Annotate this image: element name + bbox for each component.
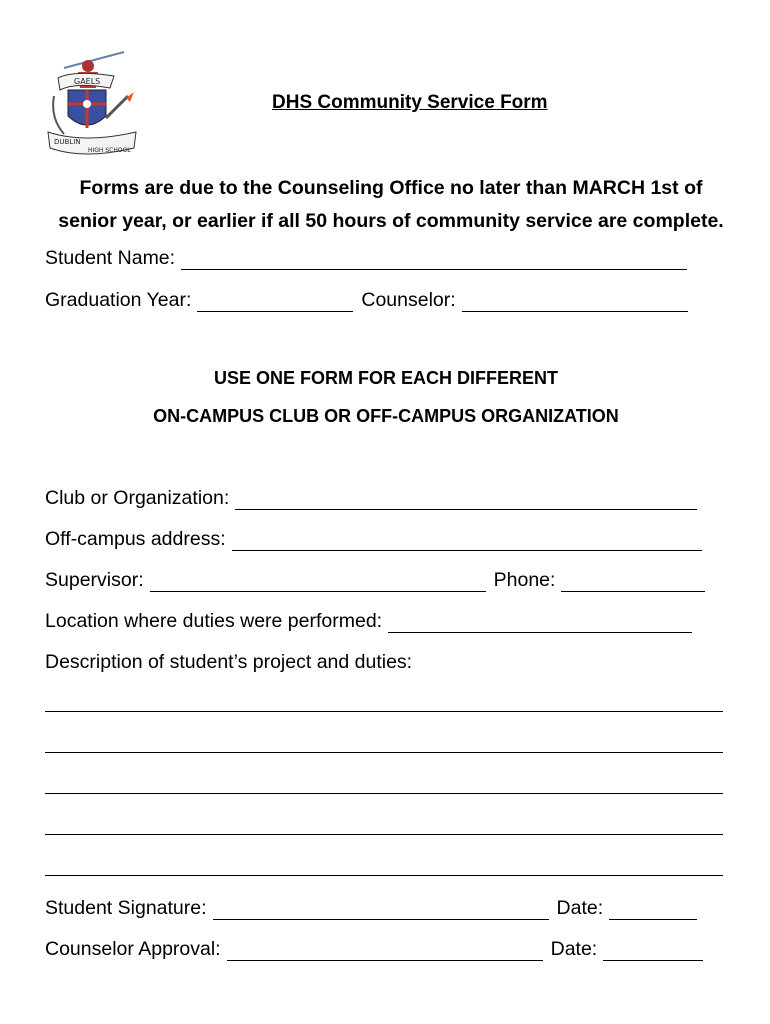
counselor-approval-row	[45, 933, 703, 961]
club-field[interactable]	[235, 487, 697, 510]
student-name-field[interactable]	[181, 247, 687, 270]
club-label: Club or Organization:	[45, 487, 230, 509]
intro-line-1: Forms are due to the Counseling Office no later than MARCH 1st of	[79, 177, 703, 199]
description-label: Description of student’s project and duties:	[45, 651, 413, 673]
instruction-heading-2: ON-CAMPUS CLUB OR OFF-CAMPUS ORGANIZATION	[153, 406, 619, 426]
description-line-5[interactable]	[45, 875, 723, 876]
graduation-year-field[interactable]	[197, 289, 353, 312]
instruction-heading-1: USE ONE FORM FOR EACH DIFFERENT	[213, 368, 558, 388]
address-row	[45, 523, 702, 551]
counselor-field[interactable]	[462, 289, 688, 312]
student-name-label: Student Name:	[45, 247, 176, 269]
student-signature-row	[45, 892, 697, 920]
intro-line-2: senior year, or earlier if all 50 hours of community service are complete.	[58, 210, 724, 232]
counselor-date-field[interactable]	[603, 938, 703, 961]
logo-text-bottom: HIGH SCHOOL	[88, 147, 131, 154]
intro-text	[46, 172, 736, 238]
student-signature-label: Student Signature:	[45, 897, 207, 919]
supervisor-label: Supervisor:	[45, 569, 144, 591]
student-date-label: Date:	[556, 897, 604, 919]
counselor-label: Counselor:	[361, 289, 456, 311]
address-label: Off-campus address:	[45, 528, 226, 550]
phone-label: Phone:	[493, 569, 556, 591]
student-date-field[interactable]	[609, 897, 697, 920]
phone-field[interactable]	[561, 569, 705, 592]
description-line-4[interactable]	[45, 834, 723, 835]
graduation-counselor-row	[45, 284, 688, 312]
location-field[interactable]	[388, 610, 692, 633]
address-field[interactable]	[232, 528, 702, 551]
location-label: Location where duties were performed:	[45, 610, 383, 632]
graduation-year-label: Graduation Year:	[45, 289, 192, 311]
description-line-2[interactable]	[45, 752, 723, 753]
school-logo	[44, 48, 140, 166]
counselor-approval-field[interactable]	[227, 938, 543, 961]
form-title: DHS Community Service Form	[272, 92, 548, 113]
crest-icon	[44, 48, 140, 166]
student-name-row	[45, 242, 687, 270]
counselor-date-label: Date:	[550, 938, 598, 960]
student-signature-field[interactable]	[213, 897, 549, 920]
supervisor-field[interactable]	[150, 569, 486, 592]
logo-text-top: GAELS	[74, 77, 101, 86]
description-line-3[interactable]	[45, 793, 723, 794]
supervisor-row	[45, 564, 705, 592]
counselor-approval-label: Counselor Approval:	[45, 938, 221, 960]
description-row	[45, 646, 412, 674]
logo-text-middle: DUBLIN	[54, 138, 81, 146]
description-line-1[interactable]	[45, 711, 723, 712]
location-row	[45, 605, 692, 633]
club-row	[45, 482, 697, 510]
